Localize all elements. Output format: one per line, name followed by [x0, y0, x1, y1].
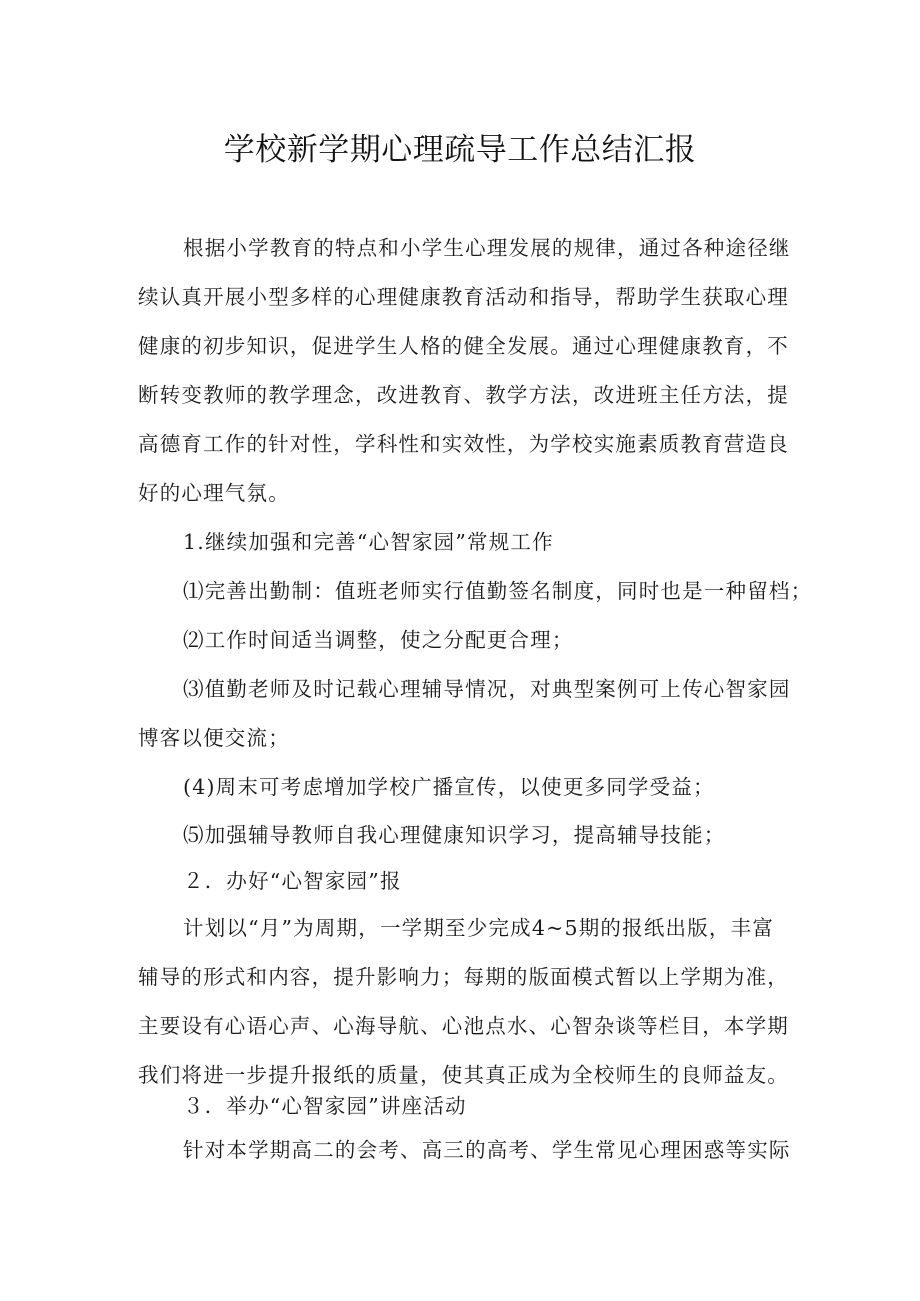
text-line: 续认真开展小型多样的心理健康教育活动和指导，帮助学生获取心理	[138, 285, 789, 309]
text-line: 辅导的形式和内容，提升影响力；每期的版面模式暂以上学期为准，	[138, 965, 789, 989]
list-item-3	[138, 665, 802, 763]
text-line: ⑵工作时间适当调整，使之分配更合理；	[183, 628, 574, 652]
text-line: 针对本学期高二的会考、高三的高考、学生常见心理困惑等实际	[183, 1138, 791, 1162]
text-line: 断转变教师的教学理念，改进教育、教学方法，改进班主任方法，提	[138, 383, 789, 407]
list-item-4	[138, 763, 802, 812]
intro-paragraph	[138, 224, 802, 518]
lecture-paragraph	[138, 1126, 802, 1175]
text-line: ２．办好“心智家园”报	[183, 869, 402, 893]
text-line: 1.继续加强和完善“心智家园”常规工作	[183, 530, 554, 554]
section-heading-1	[138, 518, 802, 567]
list-item-2	[138, 616, 802, 665]
text-line: 根据小学教育的特点和小学生心理发展的规律，通过各种途径继	[183, 236, 791, 260]
text-line: ３．举办“心智家园”讲座活动	[183, 1094, 467, 1118]
text-line: 博客以便交流；	[138, 726, 290, 750]
text-line: ⑶值勤老师及时记载心理辅导情况，对典型案例可上传心智家园	[183, 677, 791, 701]
section-heading-2	[138, 857, 802, 906]
list-item-1	[138, 567, 813, 616]
text-line: ⑸加强辅导教师自我心理健康知识学习，提高辅导技能；	[183, 823, 726, 847]
text-line: 主要设有心语心声、心海导航、心池点水、心智杂谈等栏目，本学期	[138, 1014, 789, 1038]
text-line: 高德育工作的针对性，学科性和实效性，为学校实施素质教育营造良	[138, 432, 789, 456]
list-item-5	[138, 811, 802, 860]
text-line: 好的心理气氛。	[138, 481, 290, 505]
newspaper-paragraph	[138, 904, 802, 1100]
text-line: 我们将进一步提升报纸的质量，使其真正成为全校师生的良师益友。	[138, 1063, 789, 1087]
text-line: (4)周末可考虑增加学校广播宣传，以使更多同学受益；	[183, 775, 715, 799]
document-title: 学校新学期心理疏导工作总结汇报	[223, 132, 697, 168]
section-heading-3	[138, 1082, 802, 1131]
text-line: 健康的初步知识，促进学生人格的健全发展。通过心理健康教育，不	[138, 334, 789, 358]
text-line: ⑴完善出勤制：值班老师实行值勤签名制度，同时也是一种留档；	[183, 579, 813, 603]
text-line: 计划以“月”为周期，一学期至少完成4~5期的报纸出版，丰富	[183, 916, 775, 940]
